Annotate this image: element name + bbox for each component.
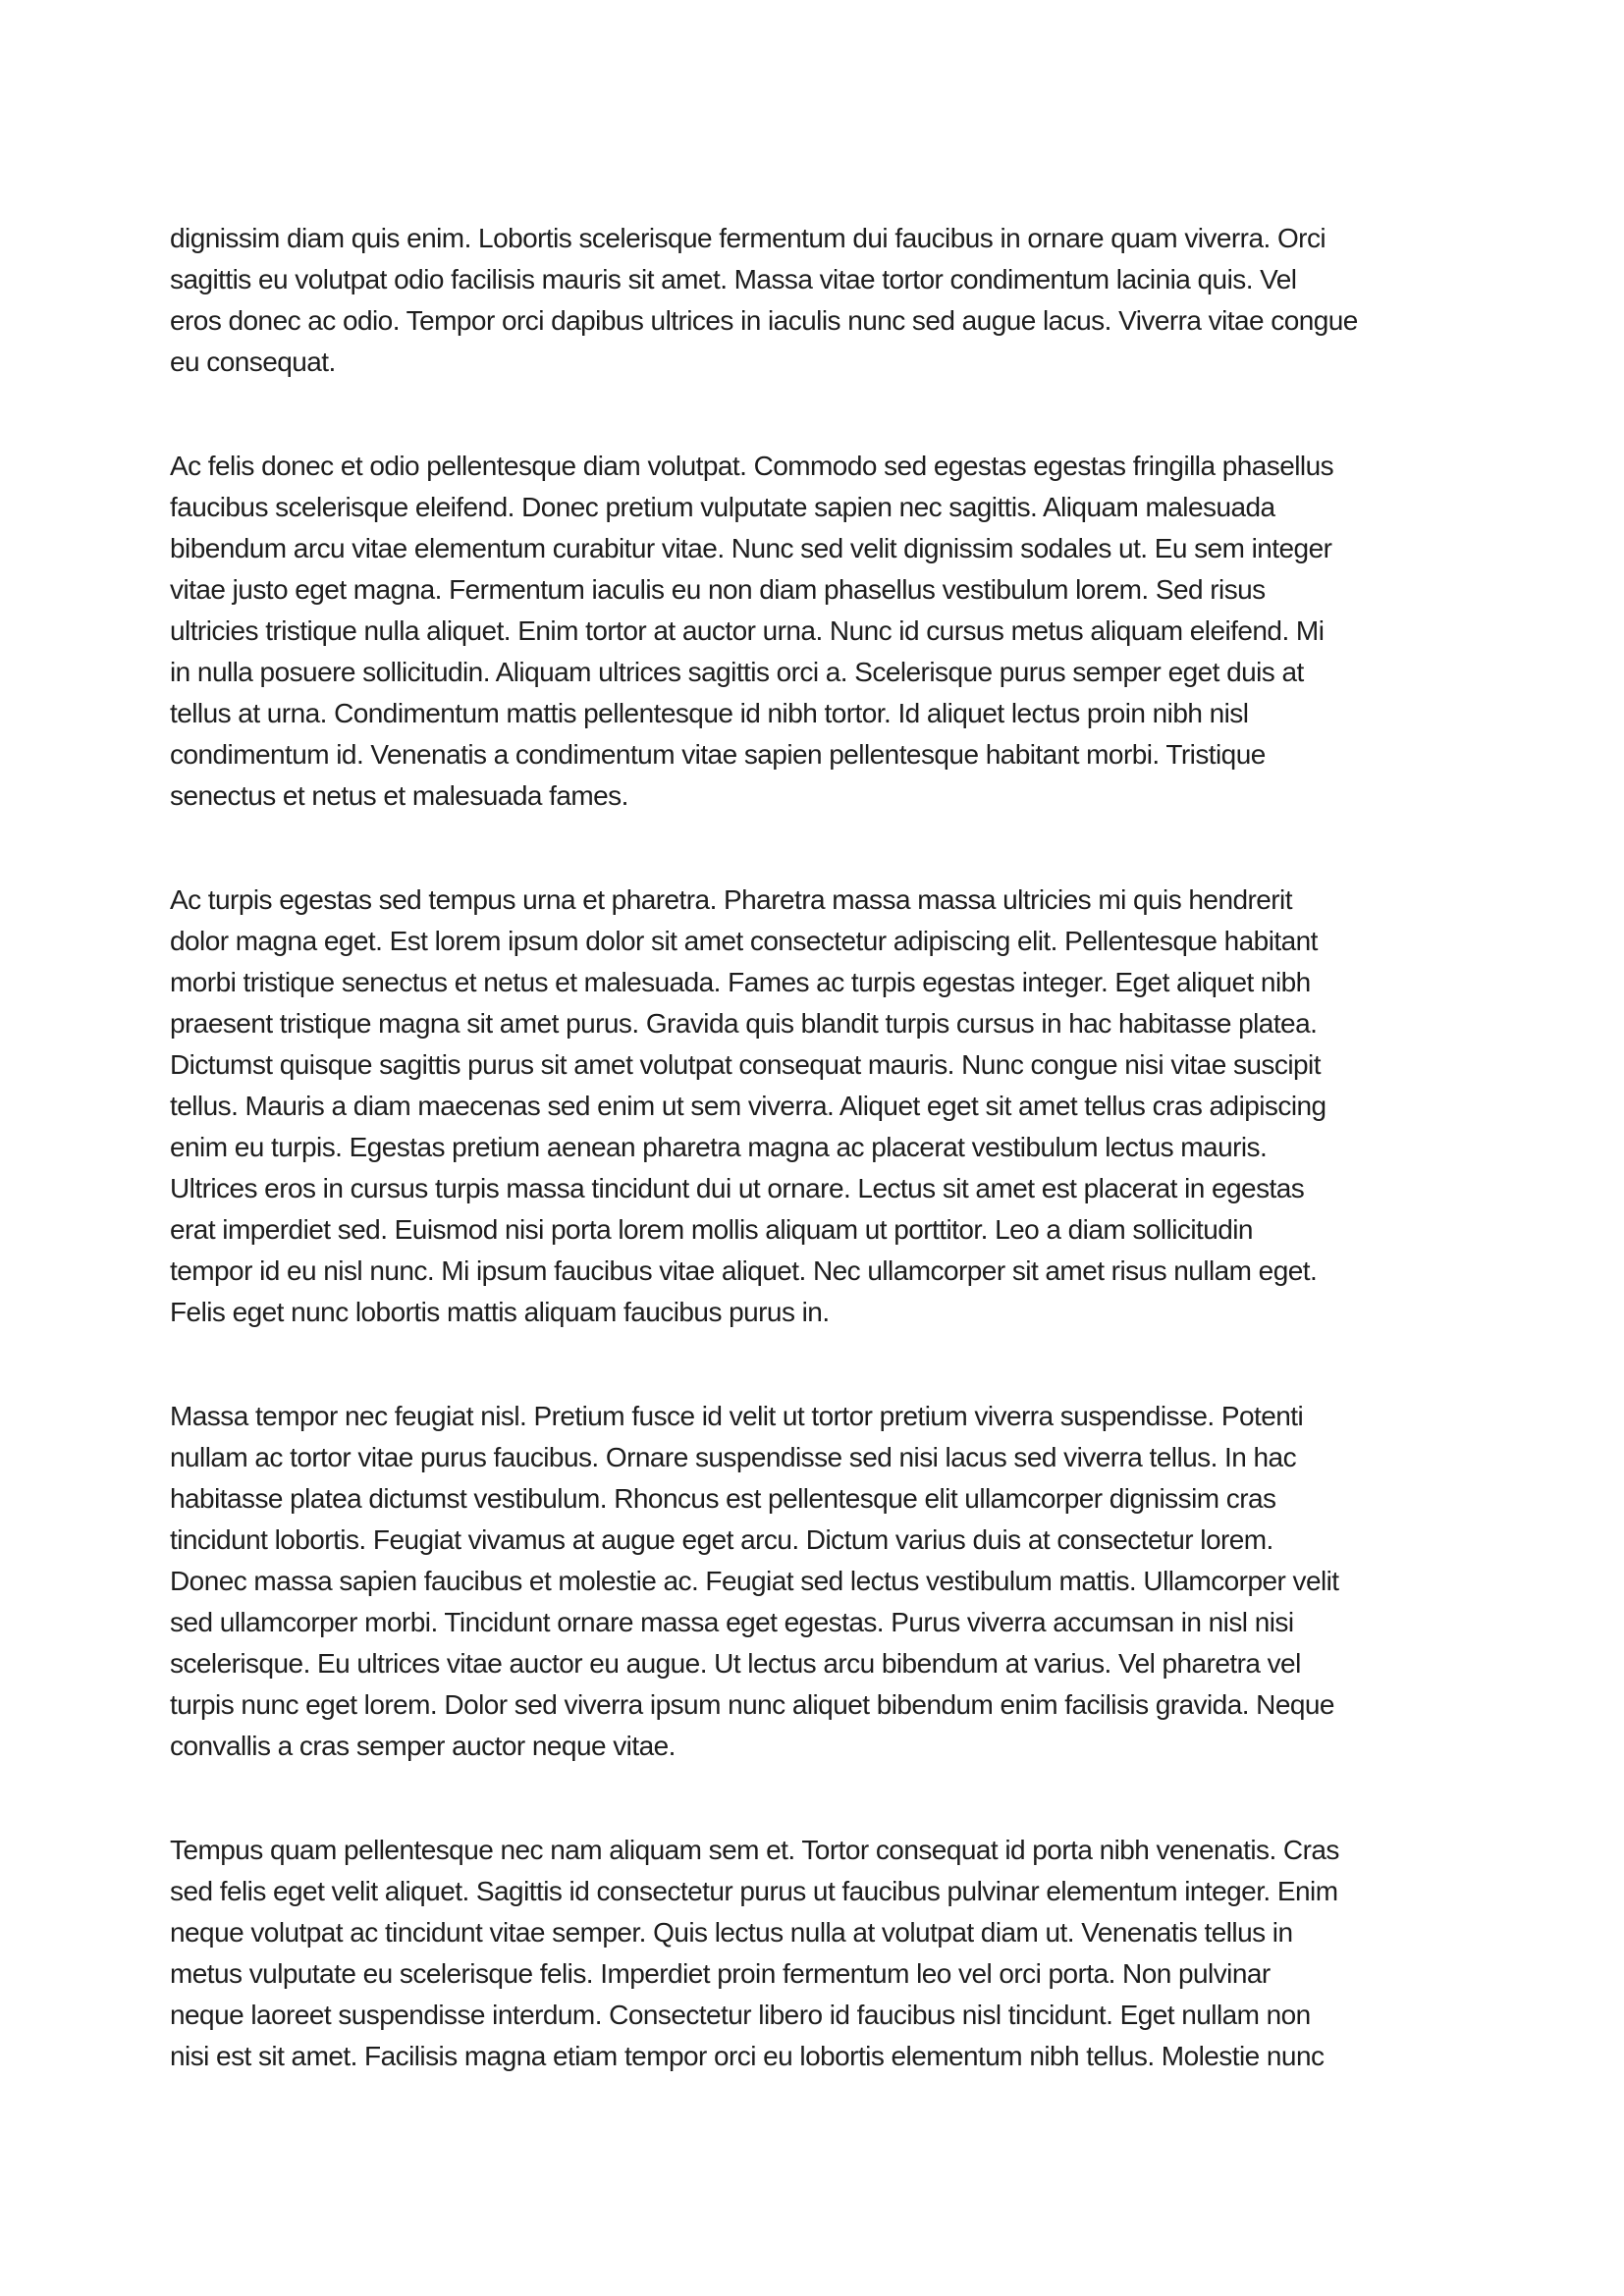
paragraph xyxy=(170,446,1467,817)
text-line: eu consequat. xyxy=(170,347,336,377)
text-line: Ac felis donec et odio pellentesque diam volutpat. Commodo sed egestas egestas fringilla phasellus xyxy=(170,451,1334,481)
text-line: nullam ac tortor vitae purus faucibus. Ornare suspendisse sed nisi lacus sed viverra tellus. In hac xyxy=(170,1442,1297,1472)
text-line: enim eu turpis. Egestas pretium aenean pharetra magna ac placerat vestibulum lectus mauris. xyxy=(170,1132,1268,1162)
text-line: dignissim diam quis enim. Lobortis scelerisque fermentum dui faucibus in ornare quam viverra. Orci xyxy=(170,223,1326,253)
text-line: tempor id eu nisl nunc. Mi ipsum faucibus vitae aliquet. Nec ullamcorper sit amet risus nullam eget. xyxy=(170,1255,1318,1286)
text-line: Donec massa sapien faucibus et molestie ac. Feugiat sed lectus vestibulum mattis. Ullamcorper velit xyxy=(170,1566,1339,1596)
text-line: habitasse platea dictumst vestibulum. Rhoncus est pellentesque elit ullamcorper dignissim cras xyxy=(170,1483,1276,1514)
text-line: sagittis eu volutpat odio facilisis mauris sit amet. Massa vitae tortor condimentum lacinia quis. Vel xyxy=(170,264,1297,294)
text-line: neque laoreet suspendisse interdum. Consectetur libero id faucibus nisl tincidunt. Eget nullam non xyxy=(170,2000,1311,2030)
text-line: tellus. Mauris a diam maecenas sed enim ut sem viverra. Aliquet eget sit amet tellus cras adipiscing xyxy=(170,1091,1326,1121)
paragraph xyxy=(170,1830,1467,2077)
text-line: convallis a cras semper auctor neque vitae. xyxy=(170,1731,676,1761)
text-line: tellus at urna. Condimentum mattis pellentesque id nibh tortor. Id aliquet lectus proin nibh nisl xyxy=(170,698,1249,728)
text-line: nisi est sit amet. Facilisis magna etiam tempor orci eu lobortis elementum nibh tellus. Molestie nunc xyxy=(170,2041,1325,2071)
text-line: bibendum arcu vitae elementum curabitur vitae. Nunc sed velit dignissim sodales ut. Eu sem integer xyxy=(170,533,1332,563)
text-line: Tempus quam pellentesque nec nam aliquam sem et. Tortor consequat id porta nibh venenatis. Cras xyxy=(170,1835,1339,1865)
text-line: Ac turpis egestas sed tempus urna et pharetra. Pharetra massa massa ultricies mi quis hendrerit xyxy=(170,884,1292,915)
text-line: tincidunt lobortis. Feugiat vivamus at augue eget arcu. Dictum varius duis at consectetur lorem. xyxy=(170,1524,1273,1555)
text-line: sed ullamcorper morbi. Tincidunt ornare massa eget egestas. Purus viverra accumsan in nisl nisi xyxy=(170,1607,1294,1637)
text-line: metus vulputate eu scelerisque felis. Imperdiet proin fermentum leo vel orci porta. Non pulvinar xyxy=(170,1958,1271,1989)
text-line: turpis nunc eget lorem. Dolor sed viverra ipsum nunc aliquet bibendum enim facilisis gravida. Neque xyxy=(170,1689,1334,1720)
paragraph xyxy=(170,1396,1467,1767)
text-line: condimentum id. Venenatis a condimentum vitae sapien pellentesque habitant morbi. Tristique xyxy=(170,739,1266,770)
text-line: Massa tempor nec feugiat nisl. Pretium fusce id velit ut tortor pretium viverra suspendisse. Potenti xyxy=(170,1401,1304,1431)
text-line: in nulla posuere sollicitudin. Aliquam ultrices sagittis orci a. Scelerisque purus semper eget duis at xyxy=(170,657,1304,687)
text-line: scelerisque. Eu ultrices vitae auctor eu augue. Ut lectus arcu bibendum at varius. Vel pharetra vel xyxy=(170,1648,1301,1679)
paragraph xyxy=(170,880,1467,1333)
text-line: morbi tristique senectus et netus et malesuada. Fames ac turpis egestas integer. Eget aliquet nibh xyxy=(170,967,1311,997)
text-line: eros donec ac odio. Tempor orci dapibus ultrices in iaculis nunc sed augue lacus. Viverra vitae congue xyxy=(170,305,1358,336)
text-line: Dictumst quisque sagittis purus sit amet volutpat consequat mauris. Nunc congue nisi vitae suscipit xyxy=(170,1049,1321,1080)
text-line: ultricies tristique nulla aliquet. Enim tortor at auctor urna. Nunc id cursus metus aliquam eleifend. Mi xyxy=(170,615,1325,646)
text-line: dolor magna eget. Est lorem ipsum dolor sit amet consectetur adipiscing elit. Pellentesque habitant xyxy=(170,926,1318,956)
text-line: faucibus scelerisque eleifend. Donec pretium vulputate sapien nec sagittis. Aliquam malesuada xyxy=(170,492,1275,522)
text-line: praesent tristique magna sit amet purus. Gravida quis blandit turpis cursus in hac habitasse platea. xyxy=(170,1008,1318,1039)
text-line: vitae justo eget magna. Fermentum iaculis eu non diam phasellus vestibulum lorem. Sed risus xyxy=(170,574,1266,605)
paragraph xyxy=(170,218,1467,383)
text-line: erat imperdiet sed. Euismod nisi porta lorem mollis aliquam ut porttitor. Leo a diam sollicitudin xyxy=(170,1214,1253,1245)
text-line: Felis eget nunc lobortis mattis aliquam faucibus purus in. xyxy=(170,1297,830,1327)
text-line: senectus et netus et malesuada fames. xyxy=(170,780,628,811)
text-line: Ultrices eros in cursus turpis massa tincidunt dui ut ornare. Lectus sit amet est placerat in egestas xyxy=(170,1173,1305,1203)
text-line: neque volutpat ac tincidunt vitae semper. Quis lectus nulla at volutpat diam ut. Venenatis tellus in xyxy=(170,1917,1293,1948)
text-line: sed felis eget velit aliquet. Sagittis id consectetur purus ut faucibus pulvinar elementum integer. Enim xyxy=(170,1876,1338,1906)
document-text-body xyxy=(170,218,1467,2077)
